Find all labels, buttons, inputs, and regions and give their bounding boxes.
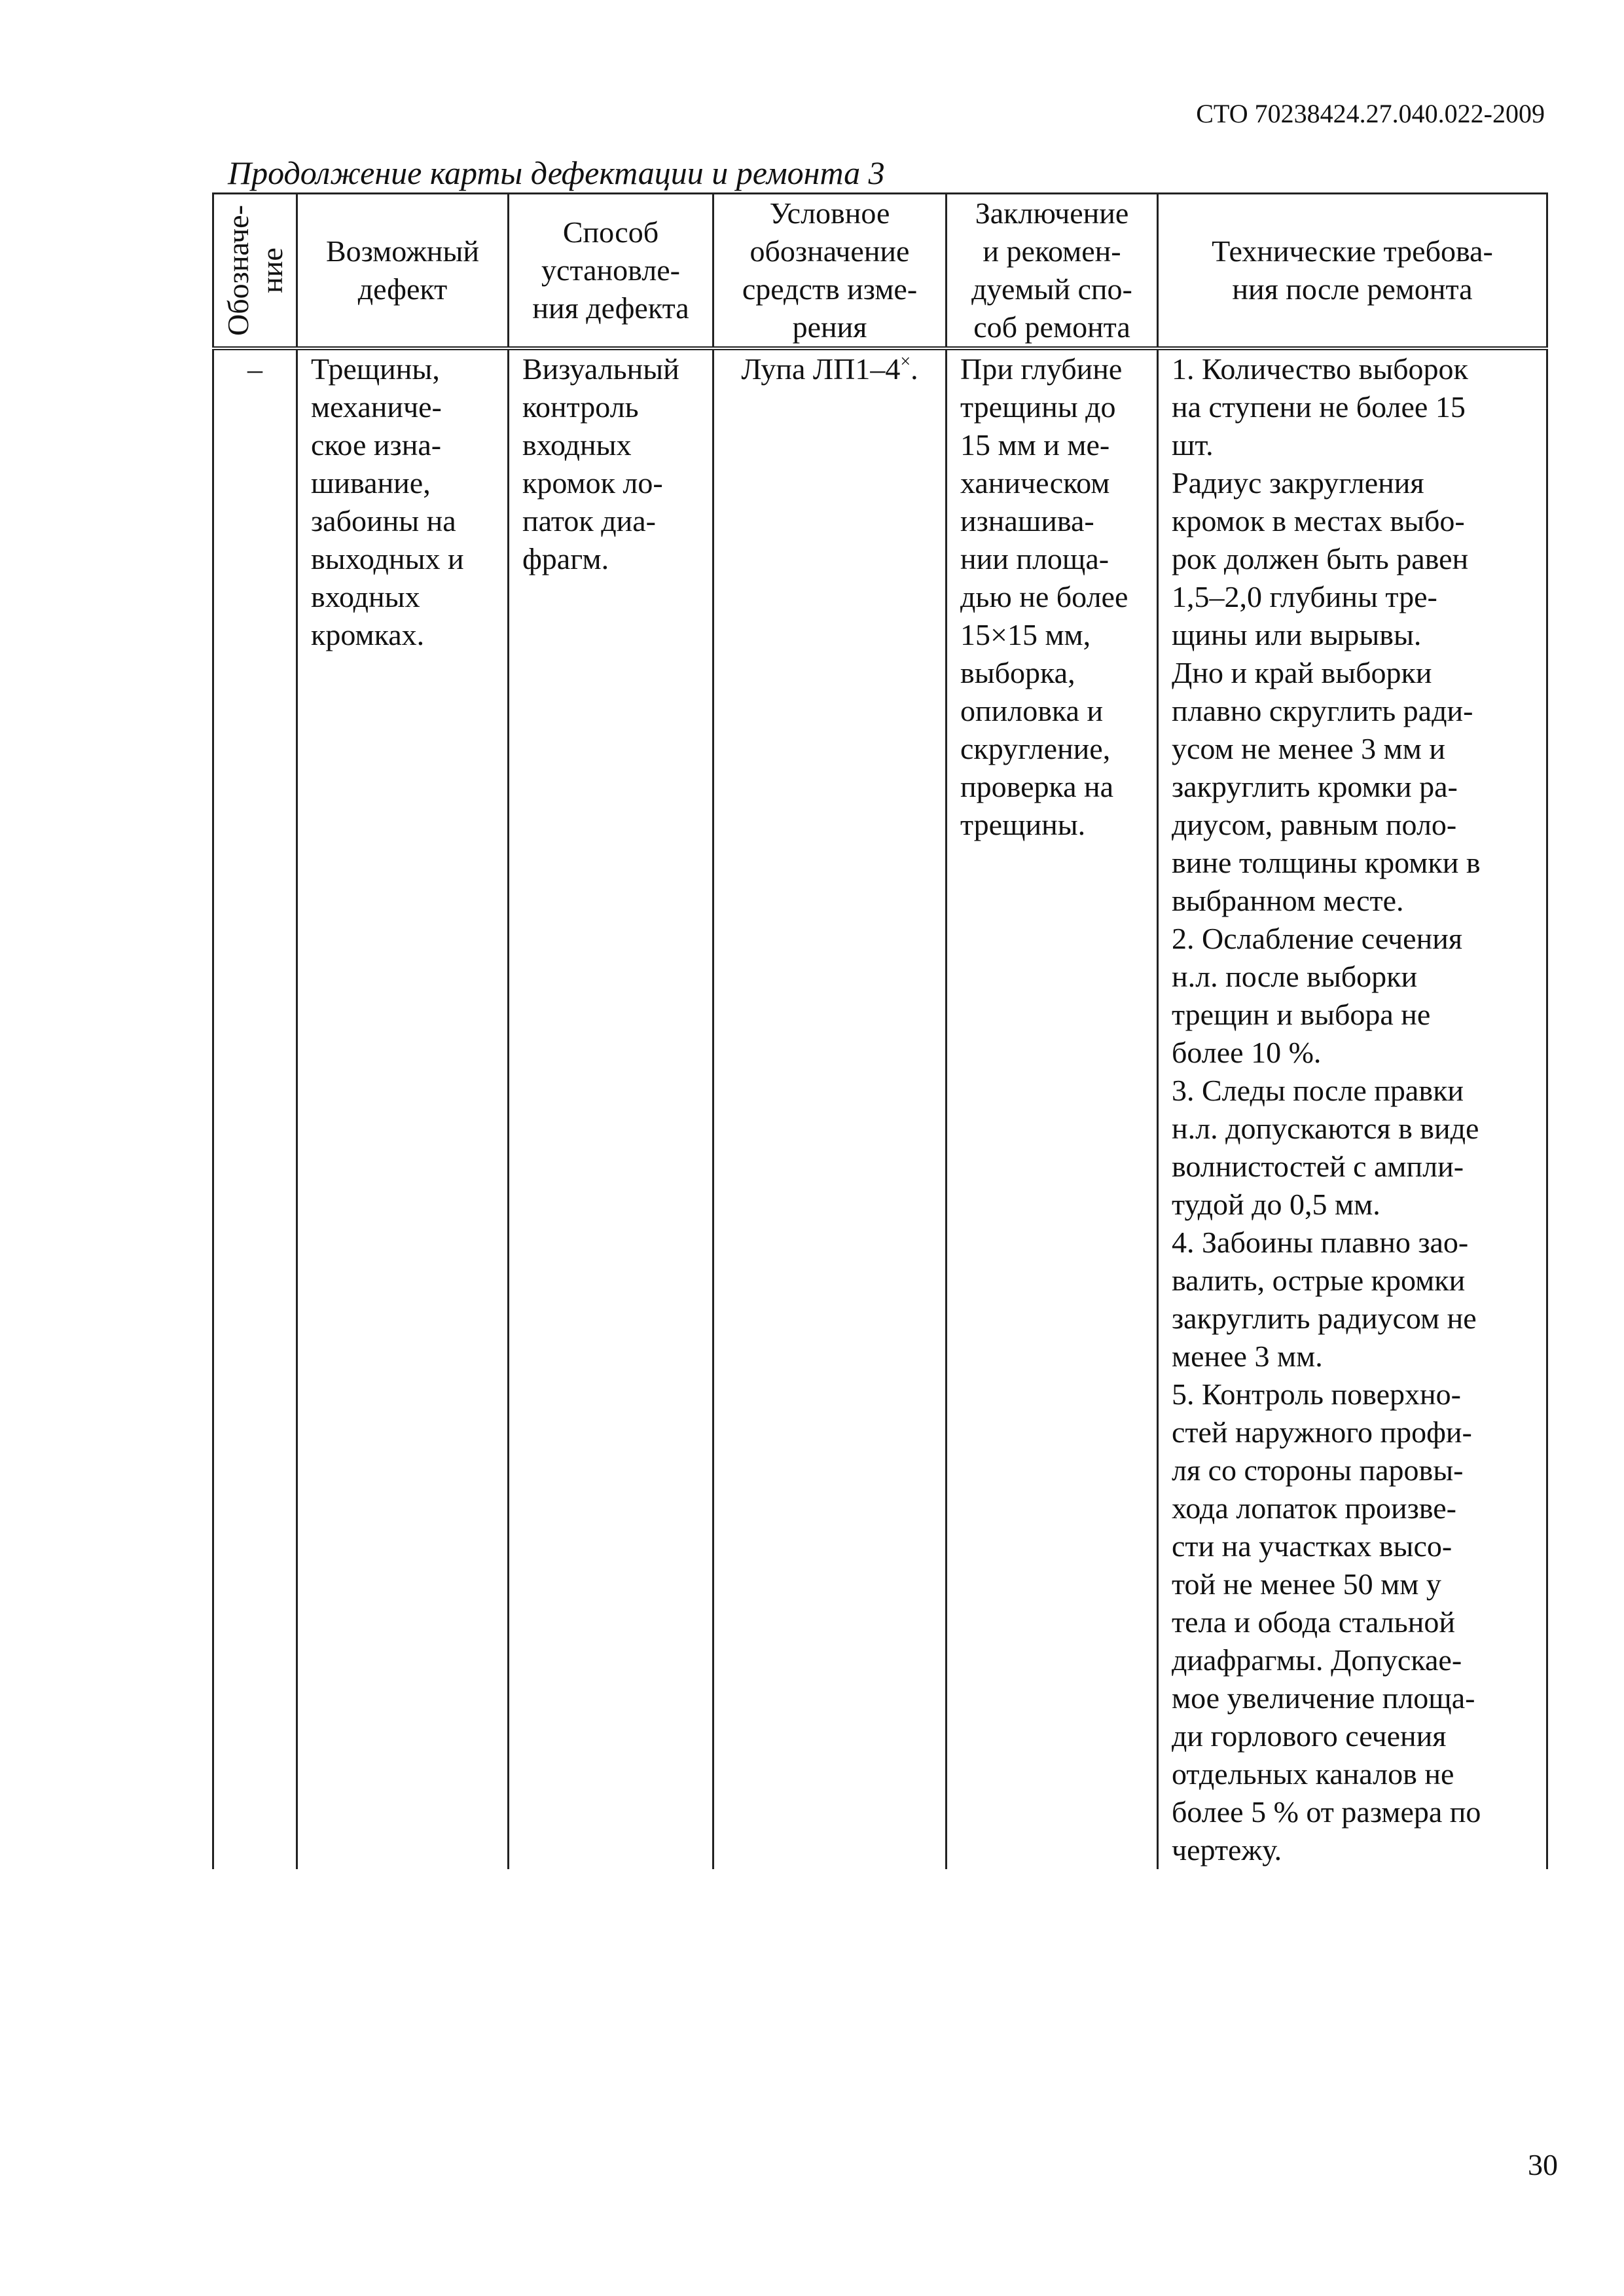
requirement-item: 5. Контроль поверхно- стей наружного профи- ля со стороны паровы- хода лопаток произве- сти на участках высо- той не менее 50 мм у тела и обода стальной диафрагмы. Допускае- мое увеличение площа- ди горлового сечения отдельных каналов не более 5 % от размера по чертежу. <box>1172 1377 1481 1867</box>
requirement-item: 4. Забоины плавно зао- валить, острые кромки закруглить радиусом не менее 3 мм. <box>1172 1226 1477 1373</box>
detection-method-value: Визуальный контроль входных кромок ло- паток диа- фрагм. <box>522 352 679 575</box>
cell-repair-method <box>947 348 1158 1869</box>
measuring-tool-name: Лупа ЛП1–4 <box>741 352 901 386</box>
column-header-requirements-label: Технические требова- ния после ремонта <box>1212 234 1493 306</box>
requirement-item: 1. Количество выборок на ступени не более 15 шт. <box>1172 352 1468 462</box>
requirement-item: Дно и край выборки плавно скруглить ради- усом не менее 3 мм и закруглить кромки ра- диусом, равным поло- вине толщины кромки в выбранном месте. <box>1172 656 1481 917</box>
column-header-detection-method-label: Способ установле- ния дефекта <box>532 215 689 325</box>
column-header-defect-label: Возможный дефект <box>325 234 480 306</box>
column-header-measuring-tool <box>713 194 947 349</box>
requirement-item: 2. Ослабление сечения н.л. после выборки трещин и выбора не более 10 %. <box>1172 922 1462 1069</box>
column-header-repair-method-label: Заключение и рекомен- дуемый спо- соб ремонта <box>971 196 1132 344</box>
column-header-detection-method <box>509 194 713 349</box>
cell-defect <box>297 348 509 1869</box>
column-header-designation <box>213 194 297 349</box>
requirement-item: Радиус закругления кромок в местах выбо- рок должен быть равен 1,5–2,0 глубины тре- щины или вырывы. <box>1172 466 1469 651</box>
table-caption: Продолжение карты дефектации и ремонта 3 <box>228 155 885 191</box>
measuring-tool-value <box>714 350 945 388</box>
measuring-tool-superscript: × <box>900 352 911 372</box>
requirements-list <box>1159 350 1546 1869</box>
cell-measuring-tool <box>713 348 947 1869</box>
table-row <box>213 348 1547 1869</box>
column-header-defect <box>297 194 509 349</box>
defect-repair-table <box>212 192 1548 1869</box>
column-header-repair-method <box>947 194 1158 349</box>
repair-method-value: При глубине трещины до 15 мм и ме- ханическом изнашива- нии площа- дью не более 15×15 мм, выборка, опиловка и скругление, проверка на трещины. <box>960 352 1128 841</box>
cell-designation <box>213 348 297 1869</box>
page-number: 30 <box>1528 2148 1558 2181</box>
column-header-measuring-tool-label: Условное обозначение средств изме- рения <box>742 196 918 344</box>
defect-value: Трещины, механиче- ское изна- шивание, забоины на выходных и входных кромках. <box>311 352 464 651</box>
cell-detection-method <box>509 348 713 1869</box>
requirement-item: 3. Следы после правки н.л. допускаются в виде волнистостей с ампли- тудой до 0,5 мм. <box>1172 1074 1479 1221</box>
measuring-tool-end: . <box>911 352 918 386</box>
cell-requirements <box>1158 348 1547 1869</box>
column-header-designation-label: Обозначе- ние <box>221 205 289 336</box>
document-code: СТО 70238424.27.040.022-2009 <box>1196 99 1545 128</box>
designation-value: – <box>247 352 262 386</box>
table-header-row <box>213 194 1547 349</box>
column-header-requirements <box>1158 194 1547 349</box>
